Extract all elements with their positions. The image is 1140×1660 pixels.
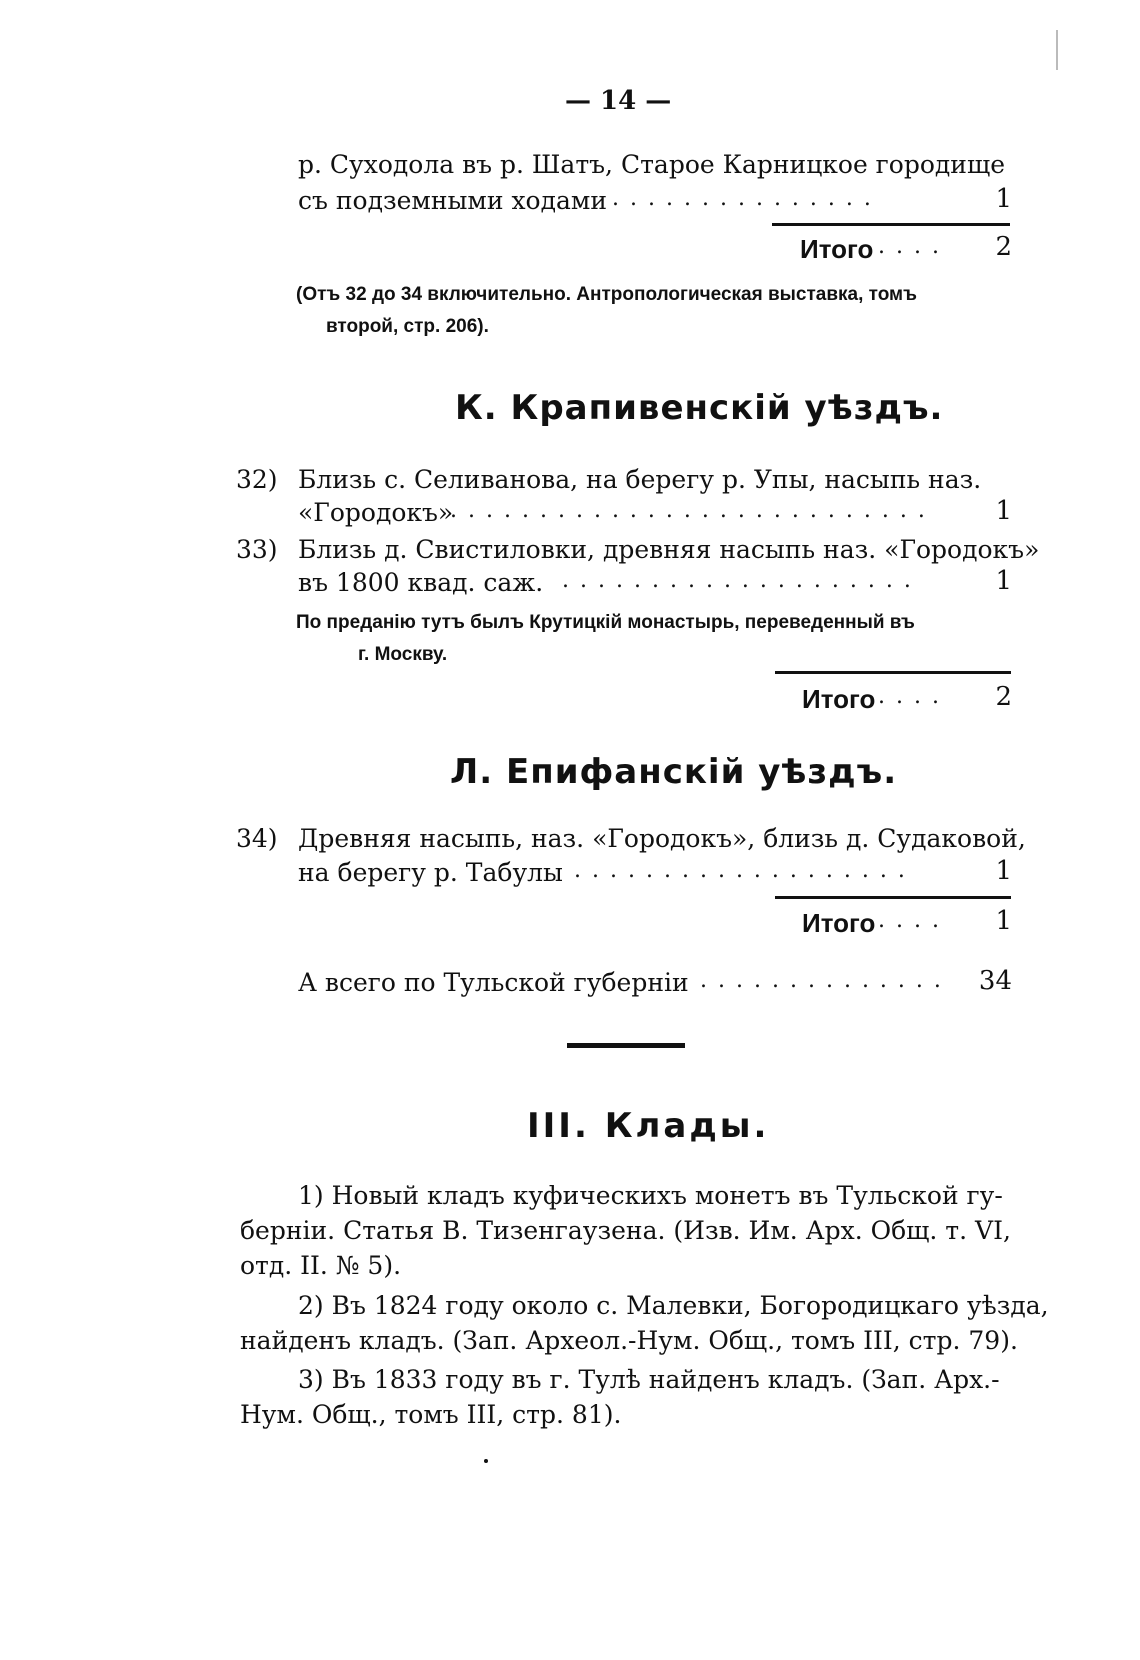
continuation-line-2: съ подземными ходами <box>298 186 608 215</box>
leader-dots: .... <box>878 234 950 259</box>
section-heading-krapivensky: К. Крапивенскій уѣздъ. <box>455 388 944 428</box>
itogo-label: Итого <box>800 234 874 264</box>
hoard-entry-1-line-3: отд. II. № 5). <box>240 1251 402 1280</box>
item-34-line-1: Древняя насыпь, наз. «Городокъ», близь д. Судаковой, <box>298 824 1026 853</box>
leader-dots: ............... <box>612 186 882 211</box>
subtotal-rule <box>775 896 1011 899</box>
leader-dots: .............. <box>700 968 952 993</box>
grand-total-label: А всего по Тульской губерніи <box>298 968 689 997</box>
hoard-entry-1-line-1: 1) Новый кладъ куфическихъ монетъ въ Тульской гу- <box>298 1181 1003 1210</box>
entry-count: 1 <box>995 856 1012 886</box>
hoard-entry-2-line-2: найденъ кладъ. (Зап. Археол.-Нум. Общ., томъ III, стр. 79). <box>240 1326 1018 1355</box>
entry-count: 1 <box>995 184 1012 214</box>
continuation-line-1: р. Суходола въ р. Шатъ, Старое Карницкое городище <box>298 150 1005 179</box>
tradition-note-line-2: г. Москву. <box>358 644 448 665</box>
section-heading-epifansky: Л. Епифанскій уѣздъ. <box>450 752 898 792</box>
source-note-line-2: второй, стр. 206). <box>326 316 489 337</box>
entry-count: 1 <box>995 566 1012 596</box>
leader-dots: ................... <box>574 858 916 883</box>
hoard-entry-3-line-2: Нум. Общ., томъ III, стр. 81). <box>240 1400 622 1429</box>
item-32-line-1: Близь с. Селиванова, на берегу р. Упы, насыпь наз. <box>298 465 982 494</box>
item-number: 32) <box>236 465 278 494</box>
itogo-value: 2 <box>995 682 1012 712</box>
section-heading-klady: III. Клады. <box>527 1106 770 1146</box>
scan-margin-mark <box>1056 30 1058 70</box>
hoard-entry-2-line-1: 2) Въ 1824 году около с. Малевки, Богородицкаго уѣзда, <box>298 1291 1049 1320</box>
item-33-line-1: Близь д. Свистиловки, древняя насыпь наз. «Городокъ» <box>298 535 1040 564</box>
item-34-line-2: на берегу р. Табулы <box>298 858 563 887</box>
subtotal-rule <box>775 671 1011 674</box>
hoard-entry-3-line-1: 3) Въ 1833 году въ г. Тулѣ найденъ кладъ. (Зап. Арх.- <box>298 1365 1000 1394</box>
item-number: 33) <box>236 535 278 564</box>
itogo-label: Итого <box>802 908 876 938</box>
source-note-line-1: (Отъ 32 до 34 включительно. Антропологическая выставка, томъ <box>296 284 917 305</box>
hoard-entry-1-line-2: берніи. Статья В. Тизенгаузена. (Изв. Им. Арх. Общ. т. VI, <box>240 1216 1011 1245</box>
item-33-line-2: въ 1800 квад. саж. <box>298 568 544 597</box>
leader-dots: ........................... <box>450 498 936 523</box>
item-number: 34) <box>236 824 278 853</box>
leader-dots: .... <box>878 908 950 933</box>
tradition-note-line-1: По преданію тутъ былъ Крутицкій монастырь, переведенный въ <box>296 612 915 633</box>
section-separator <box>567 1043 685 1048</box>
scan-speck <box>484 1459 488 1463</box>
subtotal-rule <box>772 223 1010 226</box>
itogo-value: 1 <box>995 906 1012 936</box>
item-32-line-2: «Городокъ» <box>298 498 454 527</box>
leader-dots: .................... <box>562 568 922 593</box>
itogo-label: Итого <box>802 684 876 714</box>
entry-count: 1 <box>995 496 1012 526</box>
leader-dots: .... <box>878 684 950 709</box>
grand-total-value: 34 <box>978 966 1012 996</box>
page-number: — 14 — <box>565 86 672 116</box>
itogo-value: 2 <box>995 232 1012 262</box>
